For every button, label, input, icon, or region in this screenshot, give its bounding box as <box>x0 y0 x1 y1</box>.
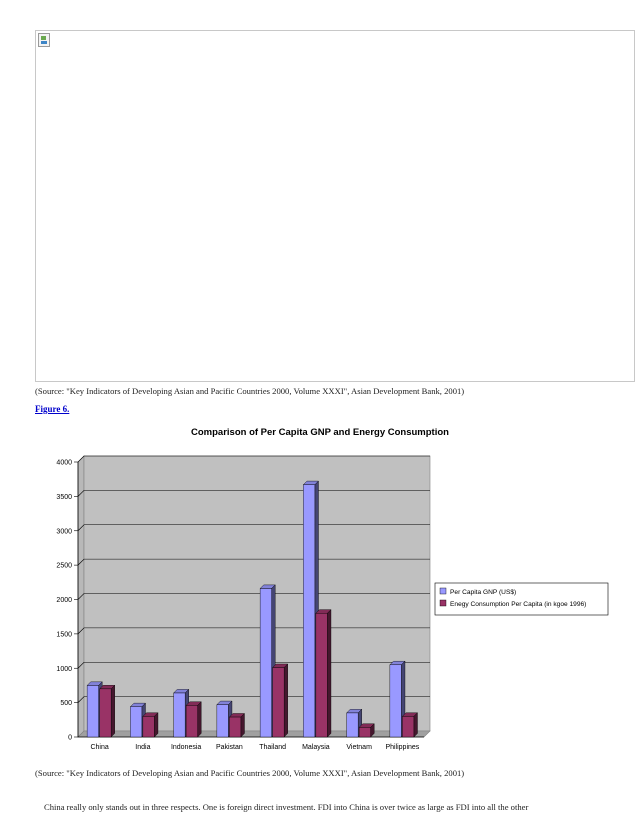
bar <box>217 705 229 737</box>
body-paragraph: China really only stands out in three respects. One is foreign direct investment. FDI into China is over twice as large as FDI into all the other <box>44 802 529 812</box>
legend-swatch <box>440 588 446 594</box>
bar <box>174 693 186 737</box>
bar-side <box>154 713 158 737</box>
source-caption-bottom: (Source: "Key Indicators of Developing Asian and Pacific Countries 2000, Volume XXXI", Asian Development Bank, 2001) <box>35 768 465 778</box>
y-tick-label: 4000 <box>56 459 72 467</box>
bar <box>130 707 142 737</box>
bar-side <box>414 713 418 737</box>
x-tick-label: Malaysia <box>302 744 330 751</box>
bar-side <box>327 610 331 737</box>
chart-title: Comparison of Per Capita GNP and Energy Consumption <box>191 427 449 438</box>
bar <box>87 685 99 737</box>
y-tick-label: 1500 <box>56 631 72 639</box>
bar-side <box>284 664 288 737</box>
x-tick-label: Philippines <box>385 744 420 751</box>
gnp-energy-chart <box>20 420 620 760</box>
bar <box>390 665 402 737</box>
y-tick-label: 3500 <box>56 493 72 501</box>
x-tick-label: Thailand <box>259 744 287 751</box>
bar <box>260 589 272 738</box>
bar-side <box>198 702 202 737</box>
legend-swatch <box>440 600 446 606</box>
legend-entry: Per Capita GNP (US$) <box>450 589 517 596</box>
bar <box>359 727 371 737</box>
bar <box>143 716 155 737</box>
legend-entry: Enegy Consumption Per Capita (in kgoe 1996) <box>450 601 587 608</box>
broken-image-placeholder <box>35 30 635 382</box>
y-tick-label: 1000 <box>56 665 72 673</box>
source-caption-top: (Source: "Key Indicators of Developing Asian and Pacific Countries 2000, Volume XXXI", Asian Development Bank, 2001) <box>35 386 465 396</box>
y-tick-label: 3000 <box>56 528 72 536</box>
bar <box>303 485 315 737</box>
x-tick-label: India <box>135 744 151 751</box>
x-tick-label: Indonesia <box>170 744 202 751</box>
x-tick-label: Pakistan <box>215 744 243 751</box>
broken-image-icon <box>38 33 50 47</box>
bar <box>100 689 112 737</box>
x-tick-label: Vietnam <box>346 744 372 751</box>
bar <box>316 613 328 737</box>
legend-box <box>435 583 608 615</box>
figure-6-link[interactable]: Figure 6. <box>35 404 70 414</box>
y-tick-label: 2000 <box>56 597 72 604</box>
x-tick-label: China <box>90 744 109 751</box>
bar-side <box>241 713 245 737</box>
y-tick-label: 500 <box>60 700 72 708</box>
bar <box>402 716 414 737</box>
bar <box>273 668 285 737</box>
bar <box>347 713 359 737</box>
bar <box>229 717 241 737</box>
y-tick-label: 2500 <box>56 562 72 570</box>
y-tick-label: 0 <box>68 734 72 742</box>
bar <box>186 705 198 737</box>
bar-side <box>111 685 115 737</box>
